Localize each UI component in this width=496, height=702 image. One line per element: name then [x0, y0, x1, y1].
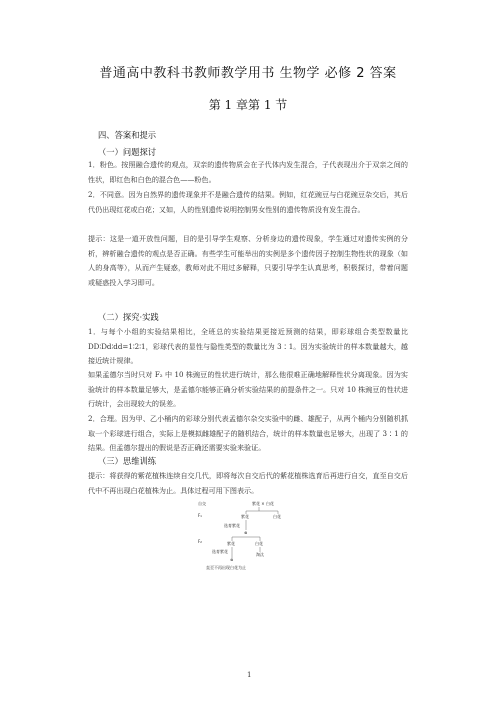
- breeding-diagram: [196, 500, 316, 572]
- paragraph-3: 提示：这是一道开放性问题，目的是引导学生观察、分析身边的遗传现象，学生通过对遗传实例的分析，辨析融合遗传的观点是否正确。有些学生可能举出的实例是多个遗传因子控制生物性状的现象（如人的身高等），从而产生疑惑，教师对此不用过多解释，只要引导学生认真思考，积极探讨，带着问题或疑惑投入学习即可。: [88, 234, 408, 287]
- diagram-purple2-label: 紫花: [227, 541, 235, 546]
- paragraph-5: 如果孟德尔当时只对 F₂ 中 10 株豌豆的性状进行统计，那么他很难正确地解释性状分离现象。因为实验统计的样本数量足够大，是孟德尔能够正确分析实验结果的前提条件之一。只对 10 株豌豆的性状进行统计，会出现较大的误差。: [88, 370, 408, 409]
- part2-heading: （二）探究·实践: [98, 312, 159, 322]
- paragraph-2: 2．不同意。因为自然界的遗传现象并不是融合遗传的结果。例如，红花豌豆与白花豌豆杂交后，其后代仍出现红花或白花；又如，人的性别遗传说明控制男女性别的遗传物质没有发生混合。: [88, 190, 408, 214]
- diagram-f1-label: F₁: [198, 513, 202, 518]
- paragraph-7: 提示：将获得的紫花植株连续自交几代，即将每次自交后代的紫花植株选育后再进行自交，直至自交后代中不再出现白花植株为止。具体过程可用下图表示。: [88, 471, 408, 495]
- diagram-white-label: 白花: [273, 514, 281, 519]
- diagram-select2-label: 选育紫花: [212, 549, 228, 554]
- diagram-weed-label: 淘汰: [256, 552, 264, 557]
- diagram-final-label: 直至不再出现白花为止: [206, 565, 246, 570]
- page-title: 普通高中教科书教师教学用书 生物学 必修 2 答案: [99, 66, 397, 81]
- diagram-selfing-label: 自交: [198, 501, 206, 506]
- paragraph-4: 1．与每个小组的实验结果相比，全班总的实验结果更接近预测的结果，即彩球组合类型数量比 DD∶Dd∶dd=1∶2∶1，彩球代表的显性与隐性类型的数量比为 3∶1。因为实验统计的样本数量越大，越接近统计规律。: [88, 327, 408, 366]
- paragraph-1: 1．粉色。按照融合遗传的观点，双亲的遗传物质会在子代体内发生混合，子代表现出介于双亲之间的性状，即红色和白色的混合色——粉色。: [88, 160, 408, 184]
- diagram-cross-label: 紫花 × 白花: [252, 501, 274, 506]
- diagram-purple-label: 紫花: [241, 514, 249, 519]
- diagram-white2-label: 白花: [255, 541, 263, 546]
- part3-heading: （三）思维训练: [98, 456, 157, 466]
- breeding-diagram-svg: [196, 500, 316, 572]
- diagram-select1-label: 选育紫花: [224, 523, 240, 528]
- part1-heading: （一）问题探讨: [98, 147, 157, 157]
- section-heading: 四、答案和提示: [98, 130, 157, 140]
- page-number: 1: [247, 671, 252, 679]
- chapter-subtitle: 第 1 章第 1 节: [208, 98, 288, 112]
- diagram-f2-label: F₂: [198, 539, 202, 544]
- diagram-otimes-1: ⊗: [244, 530, 248, 535]
- paragraph-6: 2．合理。因为甲、乙小桶内的彩球分别代表孟德尔杂交实验中的雌、雄配子，从两个桶内分别随机抓取一个彩球进行组合，实际上是模拟雌雄配子的随机结合，统计的样本数量也足够大，出现了 3∶1 的结果。但孟德尔提出的假说是否正确还需要实验来验证。: [88, 414, 408, 453]
- diagram-otimes-2: ⊗: [230, 557, 234, 562]
